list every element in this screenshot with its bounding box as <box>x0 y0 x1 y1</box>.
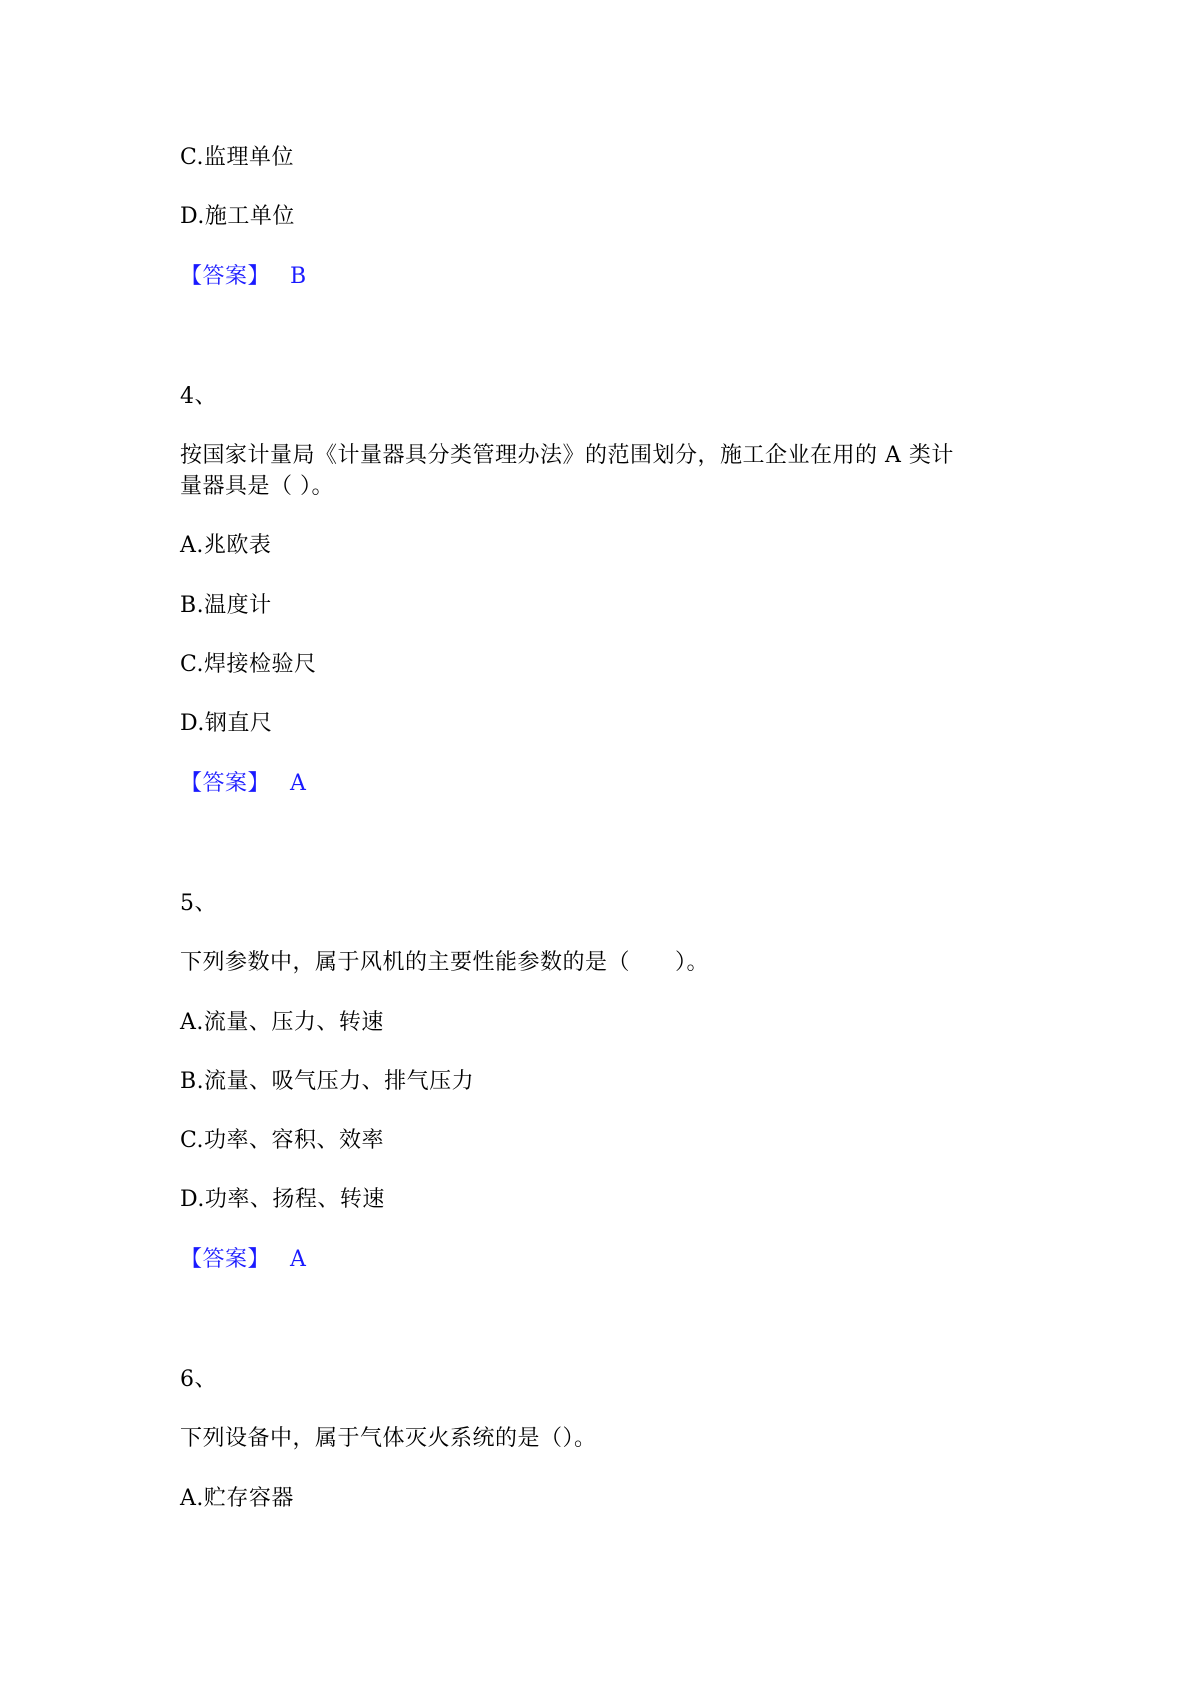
q3-option-c: C.监理单位 <box>180 145 295 170</box>
q5-stem-line1: 下列参数中，属于风机的主要性能参数的是（ ）。 <box>180 950 710 975</box>
q4-option-b: B.温度计 <box>180 593 272 618</box>
q3-answer <box>180 261 307 293</box>
answer-value: A <box>290 1247 307 1272</box>
q4-option-c: C.焊接检验尺 <box>180 652 317 677</box>
q5-option-b: B.流量、吸气压力、排气压力 <box>180 1069 475 1094</box>
answer-value: A <box>290 771 307 796</box>
q4-option-a: A.兆欧表 <box>180 533 272 558</box>
q4-option-d: D.钢直尺 <box>180 711 273 736</box>
q3-option-d: D.施工单位 <box>180 204 295 229</box>
answer-label: 【答案】 <box>180 771 271 796</box>
q4-number: 4、 <box>180 384 217 409</box>
q4-answer <box>180 768 306 800</box>
q5-answer <box>180 1244 306 1276</box>
q4-stem-line1: 按国家计量局《计量器具分类管理办法》的范围划分，施工企业在用的 A 类计 <box>180 443 954 468</box>
answer-value: B <box>290 264 307 289</box>
q4-stem-line2: 量器具是（ ）。 <box>180 474 334 499</box>
q6-option-a: A.贮存容器 <box>180 1486 294 1511</box>
answer-label: 【答案】 <box>180 264 271 289</box>
q6-stem-line1: 下列设备中，属于气体灭火系统的是（）。 <box>180 1426 597 1451</box>
q5-option-a: A.流量、压力、转速 <box>180 1010 384 1035</box>
answer-label: 【答案】 <box>180 1247 271 1272</box>
q5-option-d: D.功率、扬程、转速 <box>180 1187 385 1212</box>
q6-number: 6、 <box>180 1367 217 1392</box>
q5-number: 5、 <box>180 891 217 916</box>
q5-option-c: C.功率、容积、效率 <box>180 1128 385 1153</box>
